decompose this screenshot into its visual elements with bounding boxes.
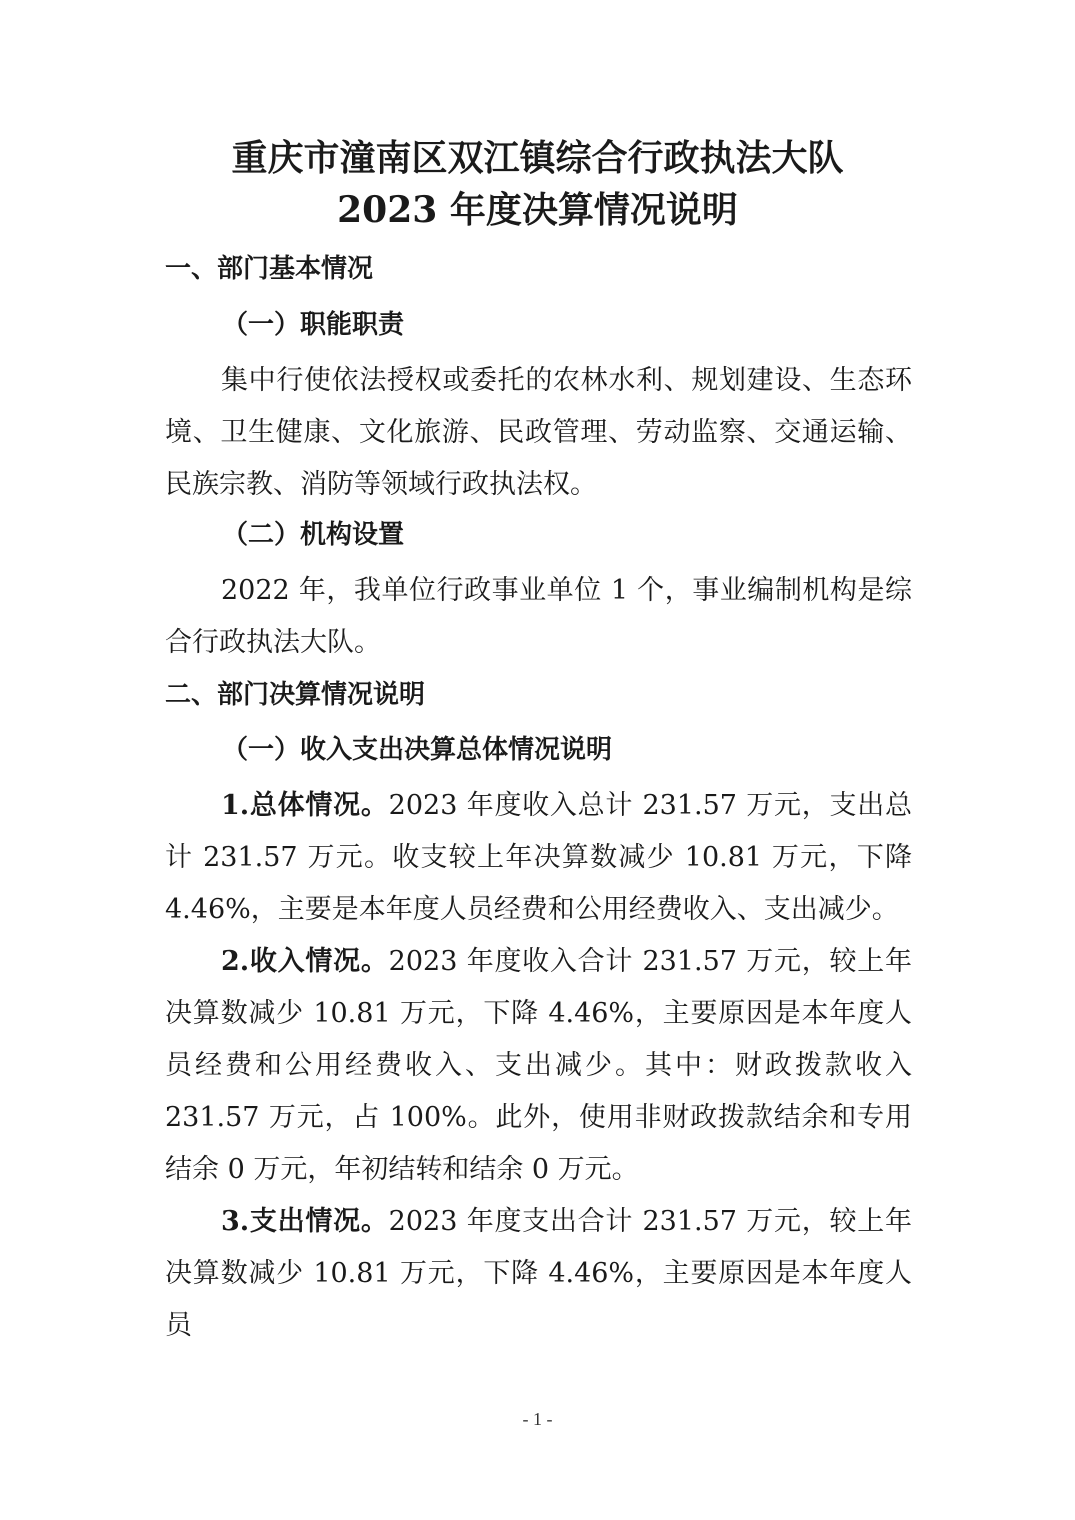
- label-income: 2.收入情况。: [221, 946, 389, 977]
- paragraph-overall: [165, 780, 912, 936]
- subheading-functions: （一）职能职责: [222, 310, 405, 340]
- page-number: - 1 -: [522, 1409, 553, 1429]
- text-income: 2023 年度收入合计 231.57 万元，较上年决算数减少 10.81 万元，下降 4.46%，主要原因是本年度人员经费和公用经费收入、支出减少。其中：财政拨款收入 231.57 万元，占 100%。此外，使用非财政拨款结余和专用结余 0 万元，年初结转和结余 0 万元。: [165, 946, 913, 1185]
- section-heading-final-accounts: 二、部门决算情况说明: [165, 680, 426, 710]
- subheading-organization: （二）机构设置: [222, 520, 405, 550]
- label-overall: 1.总体情况。: [221, 790, 389, 821]
- text-expense: 2023 年度支出合计 231.57 万元，较上年决算数减少 10.81 万元，下降 4.46%，主要原因是本年度人员: [165, 1206, 913, 1341]
- document-title-line2: 2023 年度决算情况说明: [337, 189, 738, 231]
- paragraph-functions: 集中行使依法授权或委托的农林水利、规划建设、生态环境、卫生健康、文化旅游、民政管理、劳动监察、交通运输、民族宗教、消防等领域行政执法权。: [165, 365, 912, 500]
- paragraph-organization: 2022 年，我单位行政事业单位 1 个，事业编制机构是综合行政执法大队。: [165, 575, 912, 658]
- paragraph-expense: [165, 1196, 912, 1352]
- section-heading-basic-info: 一、部门基本情况: [165, 254, 374, 284]
- paragraph-income: [165, 936, 912, 1196]
- label-expense: 3.支出情况。: [221, 1206, 389, 1237]
- subheading-income-expense-overview: （一）收入支出决算总体情况说明: [222, 735, 613, 765]
- document-title-line1: 重庆市潼南区双江镇综合行政执法大队: [231, 137, 844, 179]
- text-overall: 2023 年度收入总计 231.57 万元，支出总计 231.57 万元。收支较上年决算数减少 10.81 万元，下降 4.46%，主要是本年度人员经费和公用经费收入、支出减少。: [165, 790, 913, 925]
